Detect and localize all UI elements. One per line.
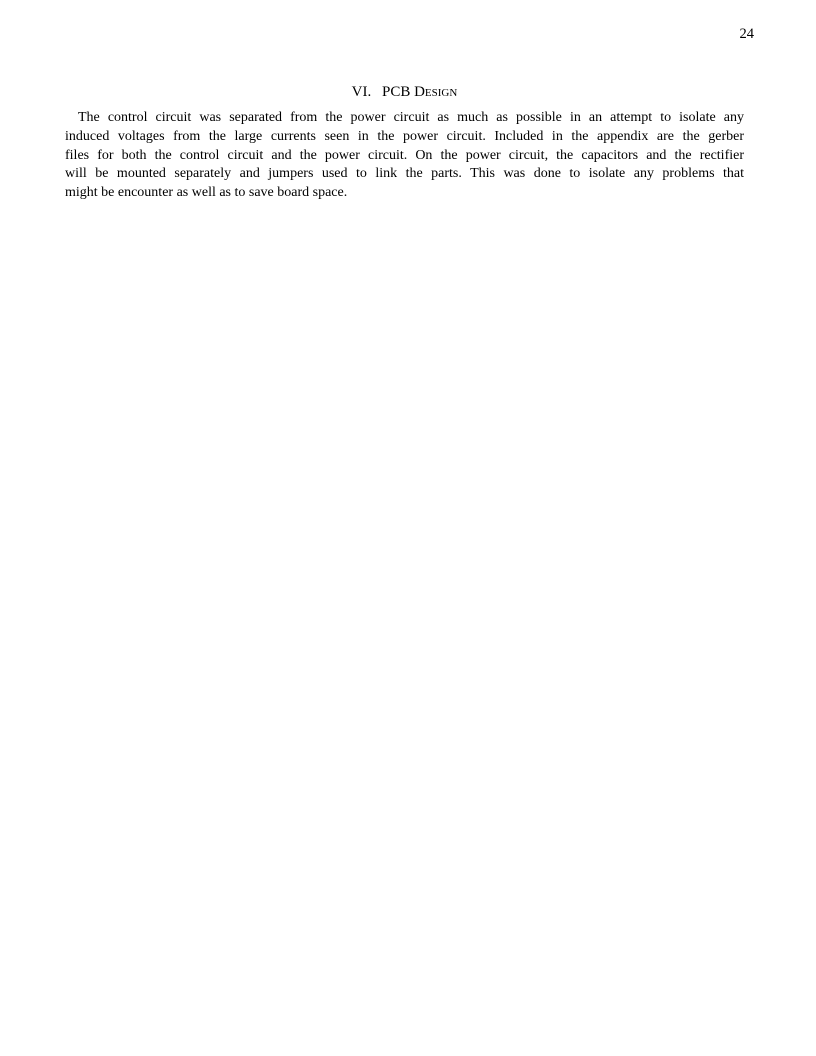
- page-number: 24: [739, 26, 754, 42]
- body-paragraph: [65, 109, 744, 203]
- section-heading: [65, 84, 744, 101]
- page-content: [0, 0, 816, 203]
- paragraph-line: might be encounter as well as to save board space.: [65, 185, 348, 201]
- section-title: PCB Design: [382, 84, 458, 100]
- paragraph-line: will be mounted separately and jumpers used to link the parts. This was done to isolate any problems that: [65, 166, 744, 182]
- paragraph-line: induced voltages from the large currents seen in the power circuit. Included in the appendix are the gerber: [65, 128, 744, 144]
- paragraph-line: The control circuit was separated from the power circuit as much as possible in an attempt to isolate any: [78, 110, 744, 125]
- section-numeral: VI.: [351, 84, 372, 100]
- paragraph-line: files for both the control circuit and the power circuit. On the power circuit, the capacitors and the rectifier: [65, 147, 744, 163]
